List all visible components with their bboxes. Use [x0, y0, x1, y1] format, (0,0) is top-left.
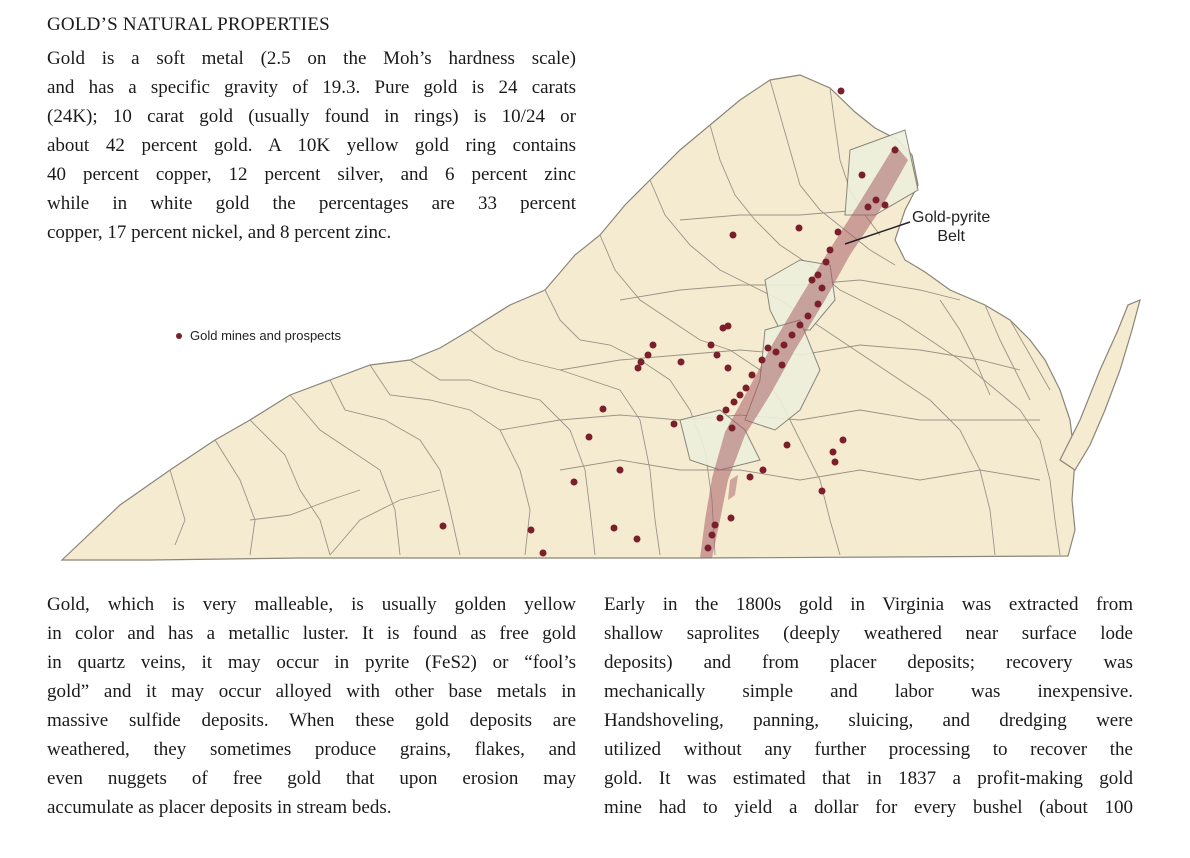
- mine-dot: [747, 474, 754, 481]
- right-column-paragraph: [604, 590, 1133, 822]
- left-line: weathered, they sometimes produce grains, flakes, and: [47, 739, 576, 760]
- mine-dot: [773, 349, 780, 356]
- mine-dot: [723, 407, 730, 414]
- mine-dot: [796, 225, 803, 232]
- mine-dot: [730, 232, 737, 239]
- intro-line: and has a specific gravity of 19.3. Pure gold is 24 carats: [47, 77, 576, 98]
- mine-dot: [815, 272, 822, 279]
- right-line: mechanically simple and labor was inexpensive.: [604, 681, 1133, 702]
- mine-dot: [805, 313, 812, 320]
- mine-dot: [571, 479, 578, 486]
- belt-label: [912, 208, 990, 246]
- right-line: gold. It was estimated that in 1837 a profit-making gold: [604, 768, 1133, 789]
- mine-dot: [540, 550, 547, 557]
- mine-dot: [859, 172, 866, 179]
- mine-dot: [645, 352, 652, 359]
- right-line: shallow saprolites (deeply weathered near surface lode: [604, 623, 1133, 644]
- legend-label: Gold mines and prospects: [190, 328, 342, 343]
- mine-dot: [832, 459, 839, 466]
- mine-dot: [731, 399, 738, 406]
- mine-dot: [617, 467, 624, 474]
- mine-dot: [784, 442, 791, 449]
- belt-label-line1: Gold-pyrite: [912, 209, 991, 226]
- left-column-paragraph: [47, 590, 576, 822]
- right-line: Early in the 1800s gold in Virginia was extracted from: [604, 594, 1133, 615]
- mine-dot: [600, 406, 607, 413]
- right-line: Handshoveling, panning, sluicing, and dredging were: [604, 710, 1133, 731]
- mine-dot: [586, 434, 593, 441]
- intro-paragraph: [47, 44, 576, 247]
- mine-dot: [873, 197, 880, 204]
- mine-dot: [823, 259, 830, 266]
- mine-dot: [725, 365, 732, 372]
- mine-dot: [678, 359, 685, 366]
- left-line: gold” and it may occur alloyed with other base metals in: [47, 681, 576, 702]
- mine-dot: [781, 342, 788, 349]
- mine-dot: [705, 545, 712, 552]
- left-line: massive sulfide deposits. When these gold deposits are: [47, 710, 576, 731]
- right-line: mine had to yield a dollar for every bushel (about 100: [604, 797, 1133, 818]
- mine-dot: [765, 345, 772, 352]
- legend-dot-icon: [176, 333, 182, 339]
- mine-dot: [835, 229, 842, 236]
- intro-line: Gold is a soft metal (2.5 on the Moh’s hardness scale): [47, 48, 576, 69]
- section-heading: GOLD’S NATURAL PROPERTIES: [47, 14, 330, 35]
- mine-dot: [712, 522, 719, 529]
- left-line: in color and has a metallic luster. It is found as free gold: [47, 623, 576, 644]
- mine-dot: [838, 88, 845, 95]
- mine-dot: [671, 421, 678, 428]
- mine-dot: [440, 523, 447, 530]
- left-line: even nuggets of free gold that upon erosion may: [47, 768, 576, 789]
- mine-dot: [819, 285, 826, 292]
- right-line: utilized without any further processing to recover the: [604, 739, 1133, 760]
- mine-dot: [809, 277, 816, 284]
- right-line: deposits) and from placer deposits; recovery was: [604, 652, 1133, 673]
- intro-line: (24K); 10 carat gold (usually found in rings) is 10/24 or: [47, 106, 576, 127]
- mine-dot: [634, 536, 641, 543]
- mine-dot: [728, 515, 735, 522]
- mine-dot: [749, 372, 756, 379]
- mine-dot: [650, 342, 657, 349]
- mine-dot: [709, 532, 716, 539]
- mine-dot: [840, 437, 847, 444]
- mine-dot: [759, 357, 766, 364]
- mine-dot: [708, 342, 715, 349]
- intro-line: while in white gold the percentages are 33 percent: [47, 193, 576, 214]
- mine-dot: [830, 449, 837, 456]
- mine-dot: [725, 323, 732, 330]
- mine-dot: [638, 359, 645, 366]
- mine-dot: [865, 204, 872, 211]
- mine-dot: [743, 385, 750, 392]
- left-line: Gold, which is very malleable, is usually golden yellow: [47, 594, 576, 615]
- eastern-shore-shape: [1060, 300, 1140, 470]
- mine-dot: [737, 392, 744, 399]
- mine-dot: [717, 415, 724, 422]
- intro-line: copper, 17 percent nickel, and 8 percent zinc.: [47, 222, 392, 243]
- mine-dot: [528, 527, 535, 534]
- intro-line: about 42 percent gold. A 10K yellow gold ring contains: [47, 135, 576, 156]
- mine-dot: [611, 525, 618, 532]
- mine-dot: [729, 425, 736, 432]
- mine-dot: [779, 362, 786, 369]
- mine-dot: [797, 322, 804, 329]
- mine-dot: [714, 352, 721, 359]
- mine-dot: [827, 247, 834, 254]
- intro-line: 40 percent copper, 12 percent silver, and 6 percent zinc: [47, 164, 576, 185]
- mine-dot: [815, 301, 822, 308]
- mine-dot: [760, 467, 767, 474]
- mine-dot: [882, 202, 889, 209]
- mine-dot: [892, 147, 899, 154]
- left-line: in quartz veins, it may occur in pyrite (FeS2) or “fool’s: [47, 652, 576, 673]
- mine-dot: [819, 488, 826, 495]
- belt-label-line2: Belt: [937, 228, 965, 245]
- map-legend: [176, 328, 341, 343]
- left-line: accumulate as placer deposits in stream beds.: [47, 797, 392, 818]
- mine-dot: [789, 332, 796, 339]
- mine-dot: [635, 365, 642, 372]
